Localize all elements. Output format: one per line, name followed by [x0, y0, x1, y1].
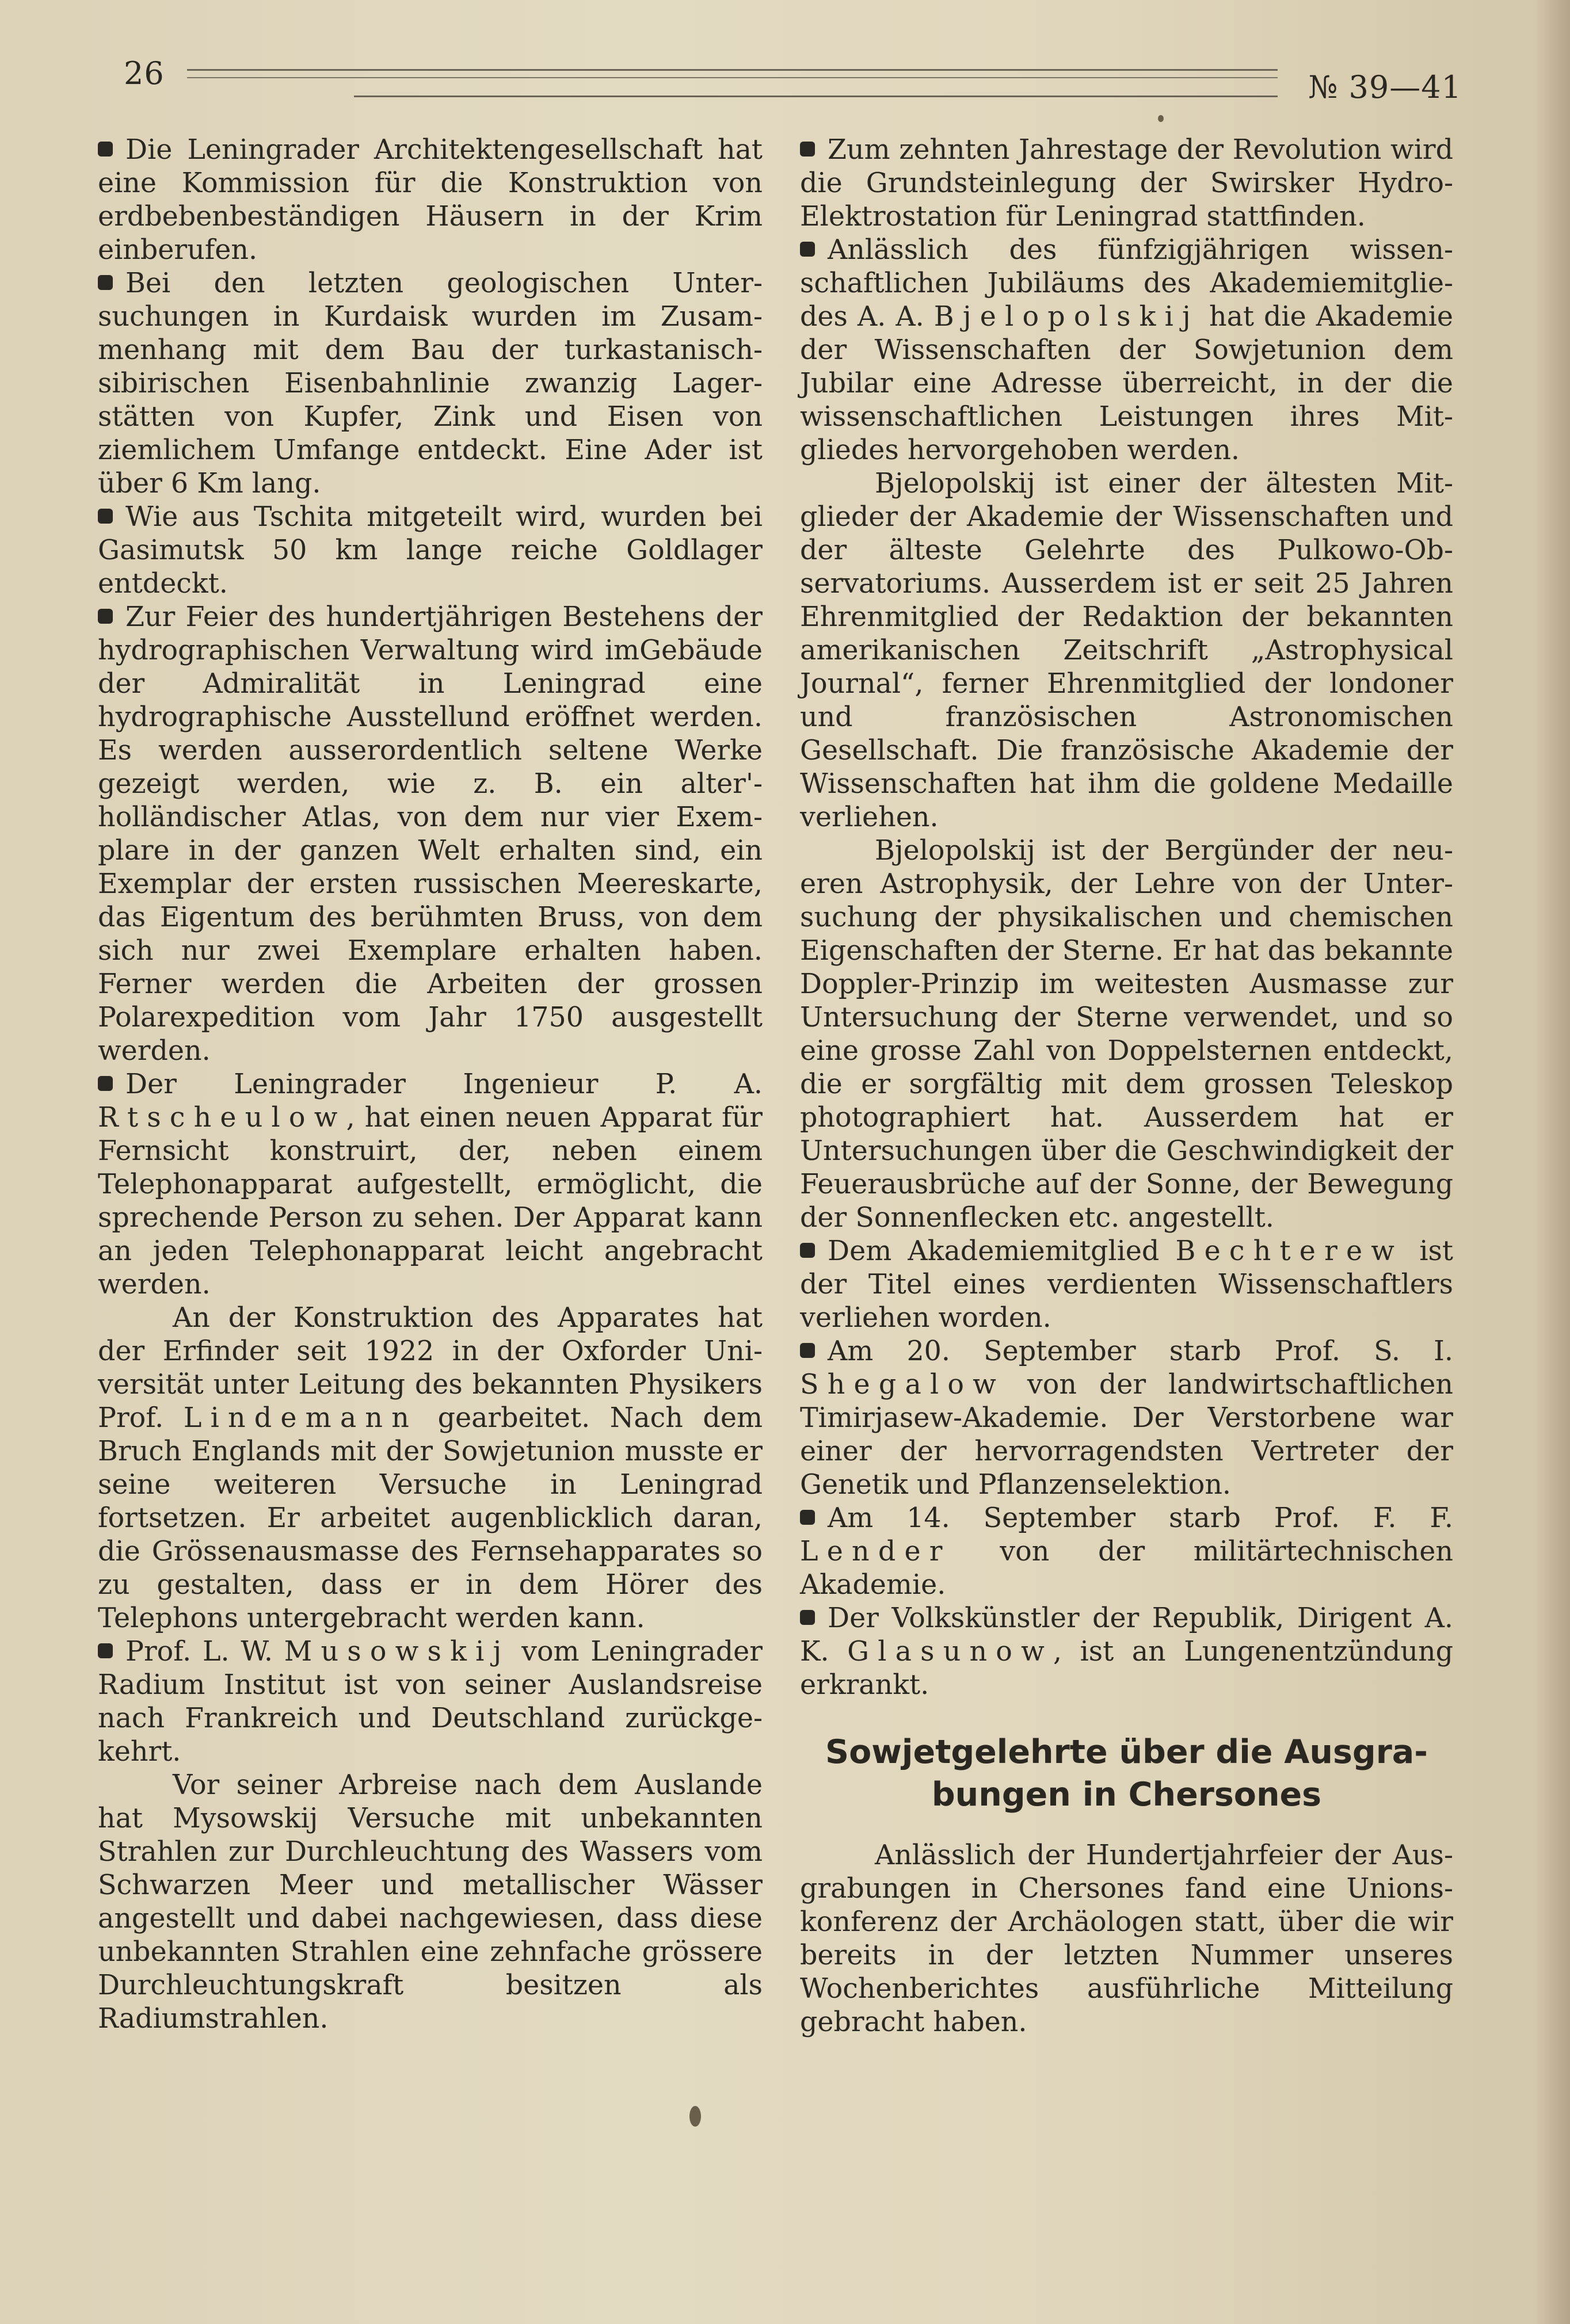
news-item — [800, 1602, 1453, 1702]
news-item — [800, 234, 1453, 467]
page-header — [124, 49, 1462, 105]
text-run: An der Konstruktion des Apparates hat der Erfinder seit 1922 in der Oxforder Universität unter Leitung des bekannten Physikers Prof. — [98, 1302, 763, 1434]
bullet-square-icon — [800, 1243, 815, 1258]
text-run: Die Leningrader Architektengesellschaft hat eine Kommission für die Konstruktion von erdbebenbeständigen Häusern in der Krim einberufen. — [98, 134, 763, 266]
spaced-name: Bjelopolskij — [933, 301, 1199, 333]
news-item — [800, 1502, 1453, 1602]
text-run: Bjelopolskij ist der Bergünder der neueren Astrophysik, der Lehre von der Untersuchung der physikalischen und chemischen Eigenschaften der Sterne. Er hat das bekannte Doppler-Prinzip im weitesten Ausmasse zur Untersuchung der Sterne verwendet, und so eine grosse Zahl von Doppelsternen entdeckt, die er sorgfältig mit dem grossen Teleskop photographiert hat. Ausserdem hat er Untersuchungen über die Geschwindigkeit der Feuerausbrüche auf der Sonne, der Bewegung der Sonnenflecken etc. angestellt. — [800, 835, 1453, 1234]
text-run: Bjelopolskij ist einer der ältesten Mitglieder der Akademie der Wissenschaften und der älteste Gelehrte des Pulkowo-Observatoriums. Ausserdem ist er seit 25 Jahren Ehrenmitglied der Redaktion der bekannten amerikanischen Zeitschrift „Astrophysical Journal“, ferner Ehrenmitglied der londoner und französischen Astronomischen Gesellschaft. Die französische Akademie der Wissenschaften hat ihm die goldene Medaille verliehen. — [800, 468, 1453, 833]
text-run: Am 20. September starb Prof. S. I. — [828, 1335, 1453, 1367]
news-item — [98, 601, 763, 1068]
text-run: von der militärtechnischen Akademie. — [800, 1536, 1453, 1601]
bullet-square-icon — [800, 1343, 815, 1358]
news-item — [98, 1068, 763, 1302]
bullet-square-icon — [98, 1643, 113, 1658]
text-run: Zum zehnten Jahrestage der Revolution wird die Grundsteinlegung der Swirsker Hydro-Elektrostation für Leningrad stattfinden. — [800, 134, 1453, 232]
news-item — [800, 1335, 1453, 1502]
bullet-square-icon — [98, 1076, 113, 1091]
text-run: Der Leningrader Ingenieur P. A. — [125, 1068, 763, 1100]
header-rule — [354, 96, 1278, 97]
news-item — [800, 1235, 1453, 1335]
right-column — [800, 133, 1453, 2039]
text-run: Wie aus Tschita mitgeteilt wird, wurden bei Gasimutsk 50 km lange reiche Goldlager entdeckt. — [98, 501, 763, 600]
text-run: Der Volkskünstler der Republik, Dirigent A. K. — [800, 1602, 1453, 1667]
news-item — [800, 133, 1453, 234]
text-run: , hat einen neuen Apparat für Fernsicht konstruirt, der, neben einem Telephonapparat aufgestellt, ermöglicht, die sprechende Person zu sehen. Der Apparat kann an jeden Telephonapparat leicht angebracht werden. — [98, 1102, 763, 1300]
bullet-square-icon — [800, 142, 815, 157]
bullet-square-icon — [800, 1510, 815, 1525]
text-run: Anlässlich der Hundertjahrfeier der Ausgrabungen in Chersones fand eine Unionskonferenz der Archäologen statt, über die wir bereits in der letzten Nummer unseres Wochenberichtes ausführliche Mitteilung gebracht haben. — [800, 1840, 1453, 2038]
text-run: Anlässlich des fünfzigjährigen wissenschaftlichen Jubiläums des Akademiemitgliedes A. A. — [800, 234, 1453, 333]
spaced-name: Glasunow — [847, 1636, 1053, 1667]
spaced-name: Rtscheulow — [98, 1102, 346, 1134]
text-run: Vor seiner Arbreise nach dem Auslande hat Mysowskij Versuche mit unbekannten Strahlen zur Durchleuchtung des Wassers vom Schwarzen Meer und metallischer Wässer angestellt und dabei nachgewiesen, dass diese unbekannten Strahlen eine zehnfache grössere Durchleuchtungskraft besitzen als Radiumstrahlen. — [98, 1769, 763, 2035]
article-paragraph — [98, 1302, 763, 1635]
bullet-square-icon — [800, 1610, 815, 1625]
bullet-square-icon — [800, 242, 815, 257]
ink-spot — [1158, 115, 1164, 122]
text-run: Am 14. September starb Prof. F. F. — [828, 1502, 1453, 1534]
page-number: 26 — [124, 55, 165, 91]
spaced-name: Lindemann — [183, 1402, 418, 1434]
bullet-square-icon — [98, 509, 113, 524]
page-edge-shadow — [1535, 0, 1570, 2324]
article-paragraph — [800, 1839, 1453, 2039]
header-rule — [187, 69, 1278, 71]
text-run: ist der Titel eines verdienten Wissenschaftlers verliehen worden. — [800, 1235, 1453, 1334]
spaced-name: Bechterew — [1175, 1235, 1404, 1267]
spaced-name: Lender — [800, 1536, 951, 1567]
article-paragraph — [800, 834, 1453, 1235]
news-item — [98, 267, 763, 501]
text-run: Prof. L. W. — [125, 1636, 284, 1667]
left-column — [98, 133, 763, 2036]
text-run: Zur Feier des hundertjährigen Bestehens der hydrographischen Verwaltung wird imGebäude der Admiralität in Leningrad eine hydrographische Ausstellund eröffnet werden. Es werden ausserordentlich seltene Werke gezeigt werden, wie z. B. ein alter'-holländischer Atlas, von dem nur vier Exemplare in der ganzen Welt erhalten sind, ein Exemplar der ersten russischen Meereskarte, das Eigentum des berühmten Bruss, von dem sich nur zwei Exemplare erhalten haben. Ferner werden die Arbeiten der grossen Polarexpedition vom Jahr 1750 ausgestellt werden. — [98, 601, 763, 1067]
news-item — [98, 501, 763, 601]
spaced-name: Shegalow — [800, 1369, 1005, 1400]
text-run: , ist an Lungenentzündung erkrankt. — [800, 1636, 1453, 1701]
text-run: gearbeitet. Nach dem Bruch Englands mit der Sowjetunion musste er seine weiteren Versuche in Leningrad fortsetzen. Er arbeitet augenblicklich daran, die Grössenausmasse des Fernsehapparates so zu gestalten, dass er in dem Hörer des Telephons untergebracht werden kann. — [98, 1402, 763, 1634]
text-run: vom Leningrader Radium Institut ist von seiner Auslandsreise nach Frankreich und Deutschland zurückgekehrt. — [98, 1636, 763, 1768]
bullet-square-icon — [98, 142, 113, 157]
header-rule — [187, 77, 1278, 78]
article-paragraph — [98, 1769, 763, 2036]
article-paragraph — [800, 467, 1453, 834]
text-run: Dem Akademiemitglied — [828, 1235, 1176, 1267]
bullet-square-icon — [98, 275, 113, 290]
news-item — [98, 133, 763, 267]
section-heading: Sowjetgelehrte über die Ausgrabungen in Chersones — [825, 1733, 1428, 1814]
text-run: Bei den letzten geologischen Untersuchungen in Kurdaisk wurden im Zusammenhang mit dem Bau der turkastanisch-sibirischen Eisenbahnlinie zwanzig Lagerstätten von Kupfer, Zink und Eisen von ziemlichem Umfange entdeckt. Eine Ader ist über 6 Km lang. — [98, 268, 763, 499]
issue-number: № 39—41 — [1308, 69, 1462, 105]
news-item — [98, 1635, 763, 1769]
spaced-name: Musowskij — [284, 1636, 510, 1667]
ink-spot — [689, 2106, 701, 2127]
text-run: von der landwirtschaftlichen Timirjasew-Akademie. Der Verstorbene war einer der hervorragendsten Vertreter der Genetik und Pflanzenselektion. — [800, 1369, 1453, 1501]
bullet-square-icon — [98, 609, 113, 624]
text-run: hat die Akademie der Wissenschaften der Sowjetunion dem Jubilar eine Adresse überreicht, in der die wissenschaftlichen Leistungen ihres Mitgliedes hervorgehoben werden. — [800, 301, 1453, 466]
